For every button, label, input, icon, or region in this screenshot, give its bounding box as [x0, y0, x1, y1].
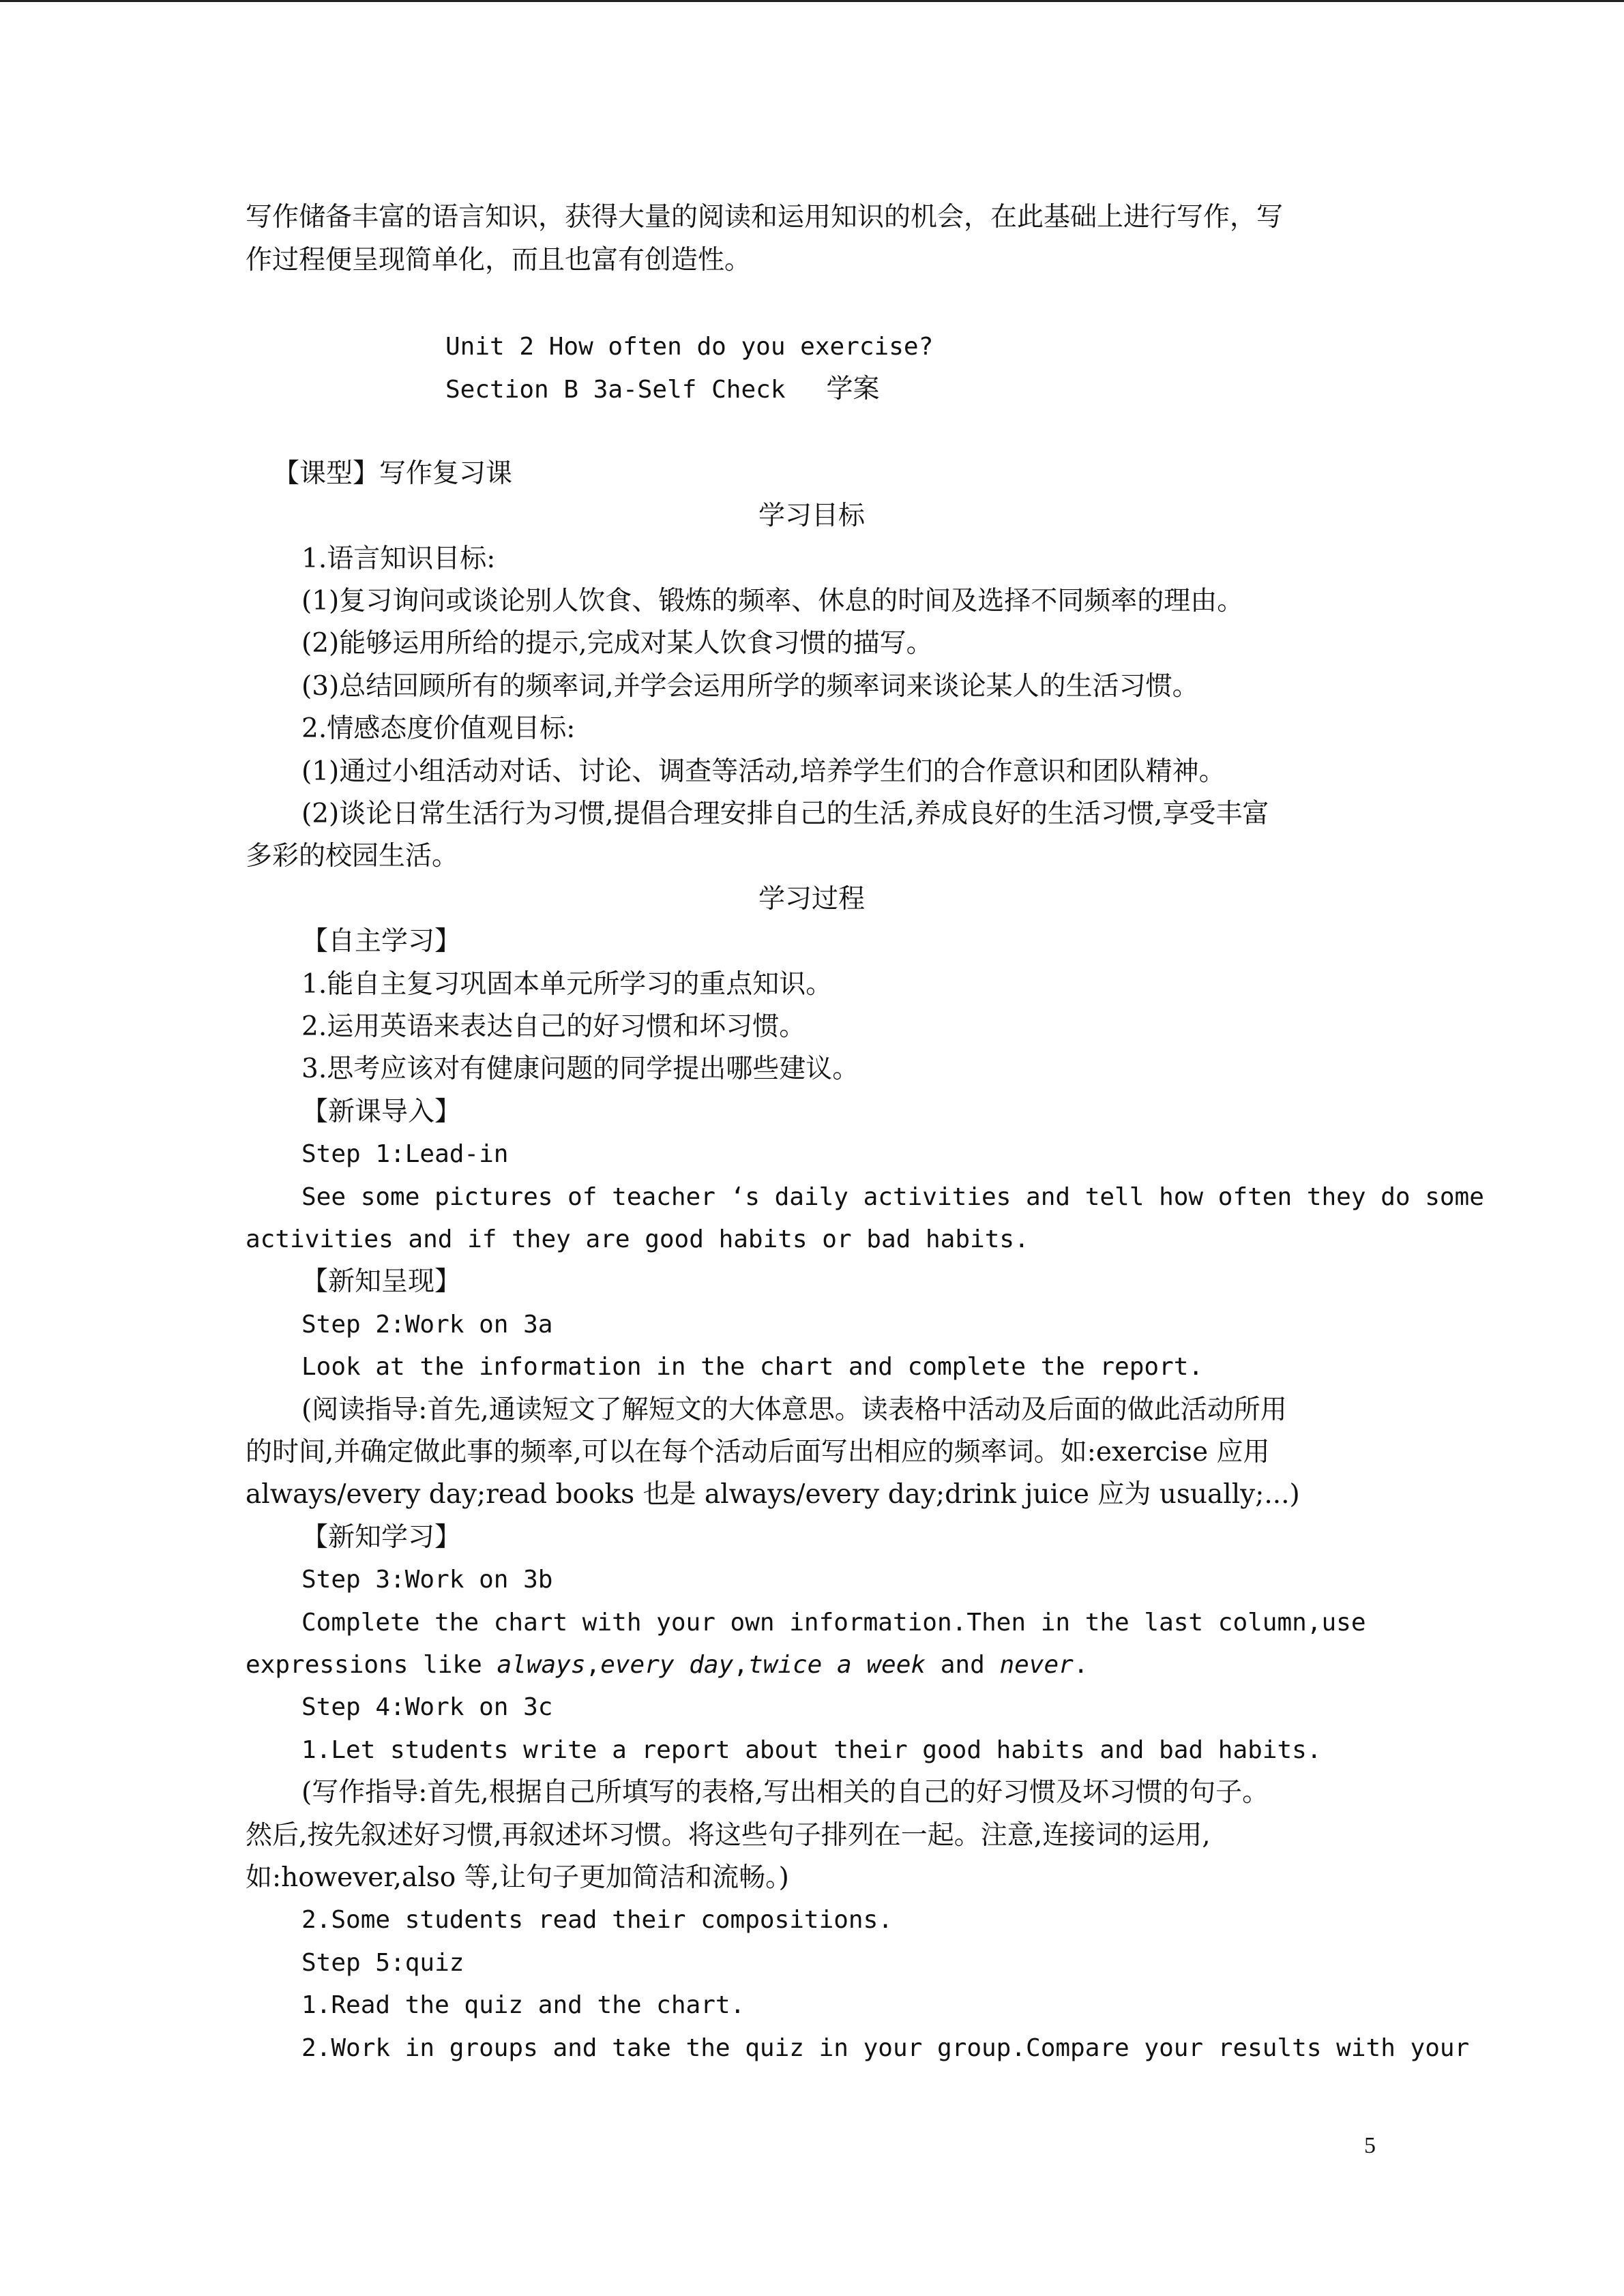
self-study-item: 1.能自主复习巩固本单元所学习的重点知识。	[301, 969, 833, 1000]
step4-item-2: 2.Some students read their compositions.	[301, 1906, 893, 1934]
step4-guide-line-2: 然后,按先叙述好习惯,再叙述坏习惯。将这些句子排列在一起。注意,连接词的运用,	[246, 1820, 1211, 1851]
expression-never: never	[999, 1651, 1074, 1679]
xuean-label: 学案	[826, 374, 880, 404]
lesson-type: 【课型】写作复习课	[273, 458, 513, 489]
step5-item-1: 1.Read the quiz and the chart.	[301, 1991, 745, 2019]
intro-heading: 【新课导入】	[301, 1097, 462, 1127]
step5-title: Step 5:quiz	[301, 1949, 464, 1977]
step3-text-line-2	[246, 1644, 1089, 1686]
unit-title: Unit 2 How often do you exercise?	[445, 333, 934, 361]
period: .	[1073, 1651, 1089, 1679]
process-heading: 学习过程	[758, 884, 865, 914]
step2-guide-line-1: (阅读指导:首先,通读短文了解短文的大体意思。读表格中活动及后面的做此活动所用	[301, 1395, 1287, 1425]
goal-item: (2)能够运用所给的提示,完成对某人饮食习惯的描写。	[301, 628, 933, 659]
comma: ,	[733, 1651, 748, 1679]
step2-title: Step 2:Work on 3a	[301, 1311, 553, 1339]
step4-guide-line-1: (写作指导:首先,根据自己所填写的表格,写出相关的自己的好习惯及坏习惯的句子。	[301, 1777, 1269, 1808]
goal-item: 多彩的校园生活。	[246, 841, 459, 871]
step4-title: Step 4:Work on 3c	[301, 1693, 553, 1721]
step3-prefix: expressions like	[246, 1651, 497, 1679]
expression-twice-a-week: twice a week	[748, 1651, 926, 1679]
self-study-item: 2.运用英语来表达自己的好习惯和坏习惯。	[301, 1011, 806, 1042]
self-study-item: 3.思考应该对有健康问题的同学提出哪些建议。	[301, 1054, 859, 1084]
page-number: 5	[1364, 2133, 1376, 2158]
step3-title: Step 3:Work on 3b	[301, 1566, 553, 1594]
step5-item-2: 2.Work in groups and take the quiz in your group.Compare your results with your	[301, 2034, 1470, 2062]
goal-item: (1)通过小组活动对话、讨论、调查等活动,培养学生们的合作意识和团队精神。	[301, 756, 1226, 787]
goal-item: (3)总结回顾所有的频率词,并学会运用所学的频率词来谈论某人的生活习惯。	[301, 671, 1199, 702]
step1-text-line-2: activities and if they are good habits or bad habits.	[246, 1225, 1029, 1253]
goals-heading: 学习目标	[758, 501, 865, 531]
step2-text: Look at the information in the chart and complete the report.	[301, 1353, 1204, 1381]
goal-item: 2.情感态度价值观目标:	[301, 713, 576, 744]
step4-item-1: 1.Let students write a report about their good habits and bad habits.	[301, 1736, 1322, 1764]
intro-paragraph-line-2: 作过程便呈现简单化，而且也富有创造性。	[246, 245, 752, 275]
learn-heading: 【新知学习】	[301, 1522, 462, 1553]
step1-title: Step 1:Lead-in	[301, 1140, 509, 1168]
step2-guide-line-2: 的时间,并确定做此事的频率,可以在每个活动后面写出相应的频率词。如:exercise 应用	[246, 1437, 1270, 1467]
goal-item: 1.语言知识目标:	[301, 543, 496, 574]
expression-every-day: every day	[600, 1651, 734, 1679]
step3-text-line-1: Complete the chart with your own information.Then in the last column,use	[301, 1609, 1366, 1637]
step2-guide-line-3: always/every day;read books 也是 always/every day;drink juice 应为 usually;...)	[246, 1479, 1300, 1510]
expression-always: always	[497, 1651, 586, 1679]
section-title	[445, 368, 880, 411]
goal-item: (2)谈论日常生活行为习惯,提倡合理安排自己的生活,养成良好的生活习惯,享受丰富	[301, 799, 1269, 829]
and-word: and	[926, 1651, 1000, 1679]
present-heading: 【新知呈现】	[301, 1266, 462, 1297]
self-study-heading: 【自主学习】	[301, 926, 462, 957]
goal-item: (1)复习询问或谈论别人饮食、锻炼的频率、休息的时间及选择不同频率的理由。	[301, 586, 1244, 616]
comma: ,	[585, 1651, 601, 1679]
intro-paragraph-line-1: 写作储备丰富的语言知识，获得大量的阅读和运用知识的机会，在此基础上进行写作，写	[246, 202, 1284, 233]
step1-text-line-1: See some pictures of teacher ‘s daily activities and tell how often they do some	[301, 1183, 1484, 1211]
step4-guide-line-3: 如:however,also 等,让句子更加简洁和流畅。)	[246, 1862, 789, 1893]
top-border	[0, 0, 1624, 2]
section-name: Section B 3a-Self Check	[445, 376, 786, 404]
